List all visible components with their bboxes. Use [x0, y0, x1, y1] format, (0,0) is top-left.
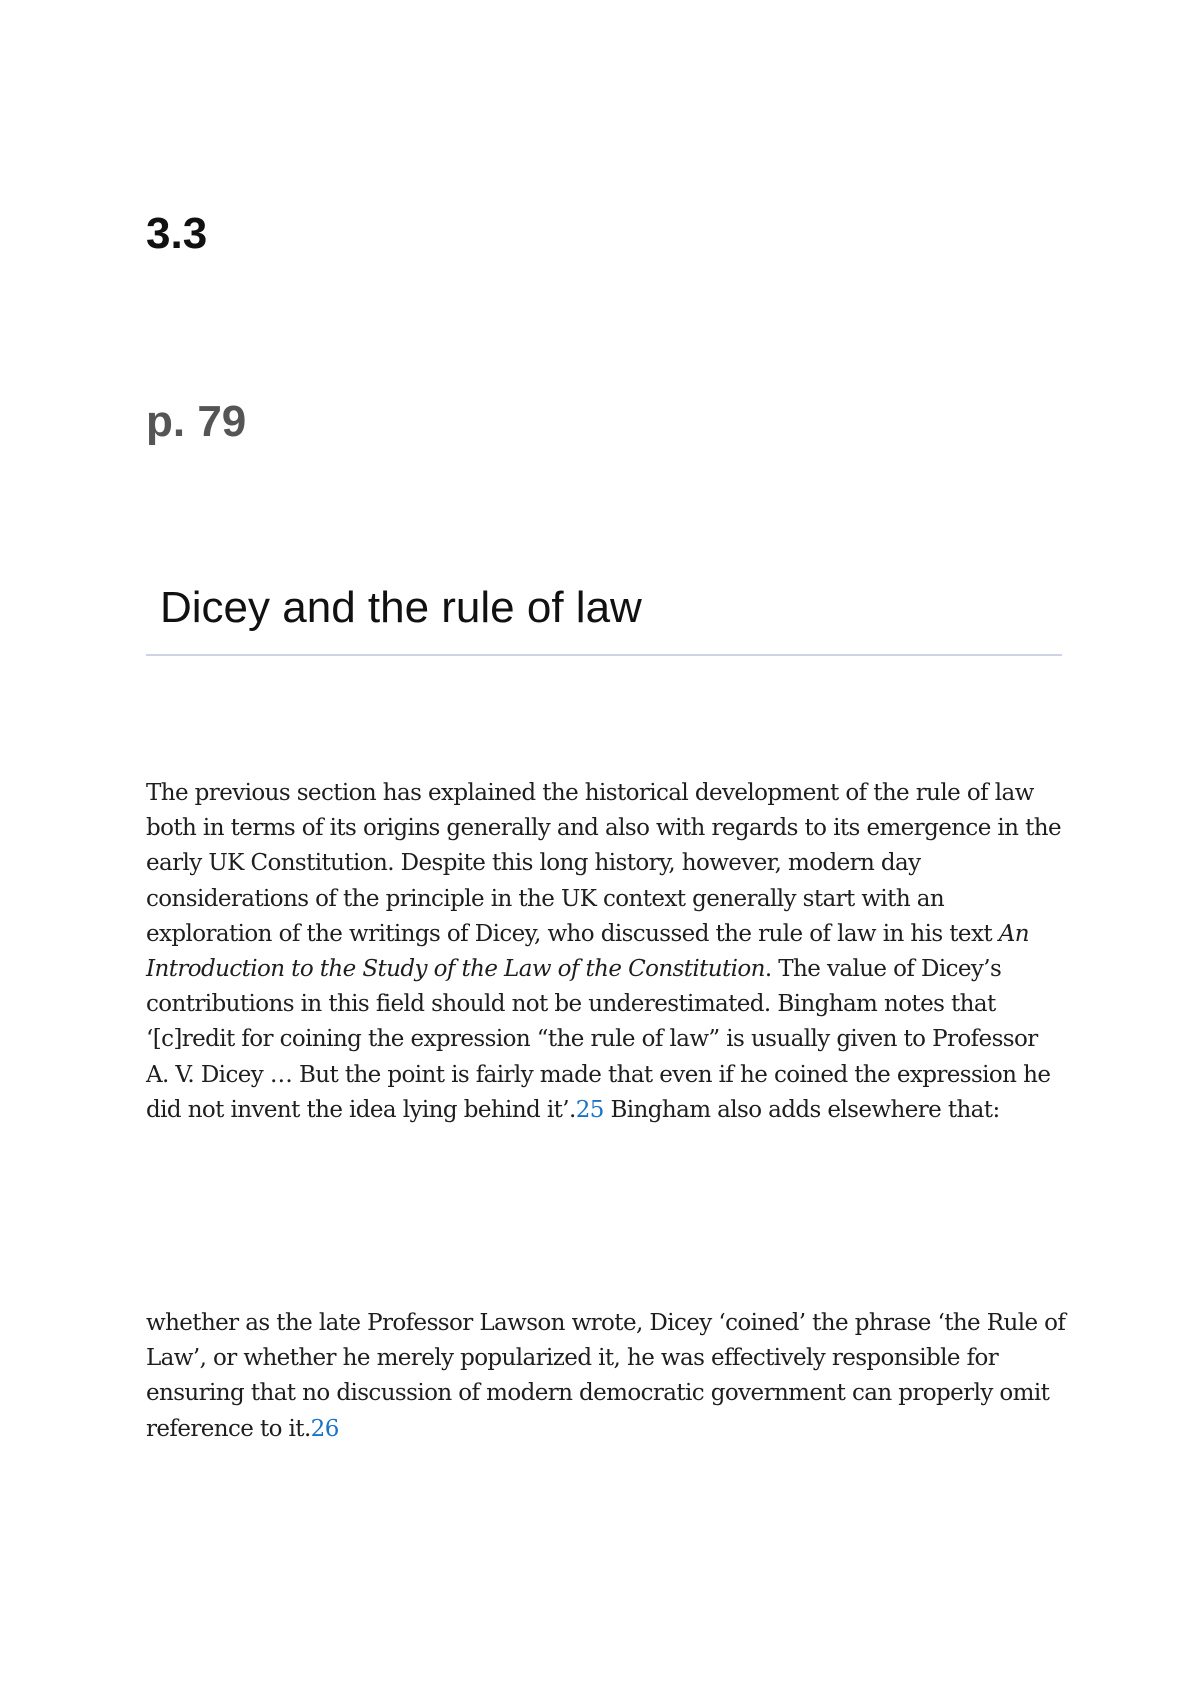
footnote-link-26[interactable]: 26 — [310, 1415, 339, 1442]
block-quote-paragraph — [146, 1306, 1066, 1447]
paragraph-text: Bingham also adds elsewhere that: — [603, 1096, 1000, 1123]
section-number: 3.3 — [146, 209, 208, 258]
paragraph-text: . The value of Dicey’s contributions in this field should not be underestimated. Bingham notes that ‘[c]redit for coining the expression “the rule of law” is usually given to Professor A. V. Dicey … But the point is fairly made that even if he coined the expression he did not invent the idea lying behind it’. — [146, 956, 1051, 1123]
book-title: An Introduction to the Study of the Law of the Constitution — [146, 920, 1029, 983]
body-paragraph — [146, 776, 1066, 1128]
page-reference: p. 79 — [146, 397, 247, 446]
title-divider — [146, 654, 1062, 656]
footnote-link-25[interactable]: 25 — [575, 1096, 604, 1123]
section-title: Dicey and the rule of law — [160, 583, 642, 632]
quote-text: whether as the late Professor Lawson wrote, Dicey ‘coined’ the phrase ‘the Rule of Law’, or whether he merely popularized it, he was effectively responsible for ensuring that no discussion of modern democratic government can properly omit reference to it. — [146, 1310, 1066, 1442]
paragraph-text: The previous section has explained the historical development of the rule of law both in terms of its origins generally and also with regards to its emergence in the early UK Constitution. Despite this long history, however, modern day considerations of the principle in the UK context generally start with an exploration of the writings of Dicey, who discussed the rule of law in his text — [146, 780, 1061, 947]
